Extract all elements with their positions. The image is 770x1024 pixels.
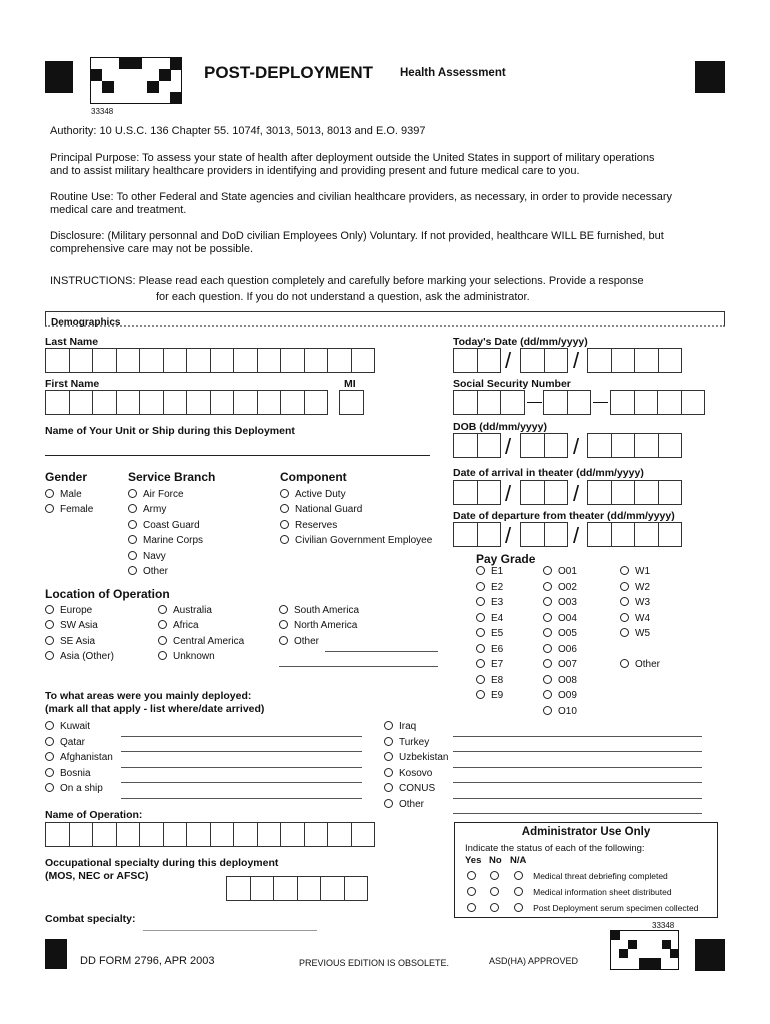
arrival-month-input[interactable]: [520, 480, 568, 505]
pay-grade-other[interactable]: Other: [620, 659, 660, 671]
admin-instruction: Indicate the status of each of the following:: [465, 843, 645, 854]
departure-year-input[interactable]: [587, 522, 682, 547]
checkbox-circle-icon: [384, 737, 393, 746]
deployed-ship-input[interactable]: [121, 798, 362, 799]
pay-grade-e9[interactable]: E9: [476, 690, 503, 702]
pay-grade-title: Pay Grade: [476, 552, 536, 566]
registration-mark-bottom-left: [45, 939, 67, 969]
radio-button-icon: [128, 551, 137, 560]
pay-grade-o01[interactable]: O01: [543, 566, 577, 578]
gender-option-male[interactable]: Male: [45, 489, 82, 501]
radio-button-icon: [620, 613, 629, 622]
pay-grade-e5[interactable]: E5: [476, 628, 503, 640]
ssn-dash: [593, 402, 608, 403]
registration-mark-bottom-right: [695, 939, 725, 971]
operation-name-label: Name of Operation:: [45, 809, 143, 821]
location-other-input-line2[interactable]: [279, 666, 438, 667]
ssn-part1-input[interactable]: [453, 390, 525, 415]
ssn-part3-input[interactable]: [610, 390, 705, 415]
radio-button-icon: [45, 620, 54, 629]
deployed-option-afghanistan[interactable]: Afghanistan: [45, 752, 113, 764]
location-option-unknown[interactable]: Unknown: [158, 651, 215, 663]
departure-month-input[interactable]: [520, 522, 568, 547]
radio-button-icon: [279, 620, 288, 629]
deployed-kuwait-input[interactable]: [121, 736, 362, 737]
pay-grade-w4[interactable]: W4: [620, 613, 650, 625]
deployed-kosovo-input[interactable]: [453, 782, 702, 783]
pay-grade-o10[interactable]: O10: [543, 706, 577, 718]
component-option-civilian[interactable]: Civilian Government Employee: [280, 535, 432, 547]
operation-name-input[interactable]: [45, 822, 375, 846]
first-name-input[interactable]: [45, 390, 328, 415]
radio-button-icon: [280, 504, 289, 513]
admin-yes-radio[interactable]: [467, 903, 476, 912]
branch-option-coast-guard[interactable]: Coast Guard: [128, 520, 200, 532]
admin-no-radio[interactable]: [490, 871, 499, 880]
obsolete-notice: PREVIOUS EDITION IS OBSOLETE.: [299, 958, 450, 968]
location-option-africa[interactable]: Africa: [158, 620, 199, 632]
branch-option-other[interactable]: Other: [128, 566, 168, 578]
mi-label: MI: [344, 378, 356, 390]
service-branch-title: Service Branch: [128, 470, 216, 484]
dob-year-input[interactable]: [587, 433, 682, 458]
radio-button-icon: [279, 605, 288, 614]
first-name-label: First Name: [45, 378, 100, 390]
radio-button-icon: [476, 582, 485, 591]
combat-specialty-label: Combat specialty:: [45, 913, 136, 925]
deployed-option-qatar[interactable]: Qatar: [45, 737, 85, 749]
branch-option-army[interactable]: Army: [128, 504, 166, 516]
admin-row-serum-specimen: Post Deployment serum specimen collected: [467, 903, 698, 913]
checkbox-circle-icon: [45, 768, 54, 777]
branch-option-marine-corps[interactable]: Marine Corps: [128, 535, 203, 547]
radio-button-icon: [128, 535, 137, 544]
radio-button-icon: [158, 636, 167, 645]
deployed-other-input[interactable]: [453, 813, 702, 814]
radio-button-icon: [620, 582, 629, 591]
page-subtitle: Health Assessment: [400, 67, 506, 79]
deployed-option-uzbekistan[interactable]: Uzbekistan: [384, 752, 448, 764]
todays-date-year-input[interactable]: [587, 348, 682, 373]
pay-grade-o06[interactable]: O06: [543, 644, 577, 656]
deployed-conus-input[interactable]: [453, 798, 702, 799]
pay-grade-e2[interactable]: E2: [476, 582, 503, 594]
gender-title: Gender: [45, 470, 88, 484]
pay-grade-e6[interactable]: E6: [476, 644, 503, 656]
radio-button-icon: [128, 489, 137, 498]
checkbox-circle-icon: [384, 783, 393, 792]
radio-button-icon: [45, 489, 54, 498]
component-option-reserves[interactable]: Reserves: [280, 520, 337, 532]
deployed-iraq-input[interactable]: [453, 736, 702, 737]
checkbox-circle-icon: [45, 783, 54, 792]
checkbox-circle-icon: [45, 737, 54, 746]
last-name-label: Last Name: [45, 336, 99, 348]
form-barcode-bottom: [610, 930, 679, 970]
deployed-option-conus[interactable]: CONUS: [384, 783, 435, 795]
routine-use-line1: Routine Use: To other Federal and State agencies and civilian healthcare providers, as necessary, in order to provide necessary: [50, 191, 673, 203]
component-option-national-guard[interactable]: National Guard: [280, 504, 362, 516]
branch-option-navy[interactable]: Navy: [128, 551, 166, 563]
admin-yes-radio[interactable]: [467, 887, 476, 896]
radio-button-icon: [476, 566, 485, 575]
radio-button-icon: [620, 628, 629, 637]
administrator-use-box: [454, 822, 718, 918]
departure-day-input[interactable]: [453, 522, 501, 547]
admin-column-no: No: [489, 855, 502, 866]
pay-grade-o09[interactable]: O09: [543, 690, 577, 702]
radio-button-icon: [543, 659, 552, 668]
radio-button-icon: [476, 613, 485, 622]
radio-button-icon: [158, 651, 167, 660]
radio-button-icon: [620, 566, 629, 575]
radio-button-icon: [280, 520, 289, 529]
admin-na-radio[interactable]: [514, 871, 523, 880]
principal-purpose-line2: and to assist military healthcare providers in identifying and providing present and future medical care to you.: [50, 165, 580, 177]
radio-button-icon: [476, 690, 485, 699]
admin-title: Administrator Use Only: [521, 826, 651, 838]
checkbox-circle-icon: [384, 752, 393, 761]
pay-grade-o04[interactable]: O04: [543, 613, 577, 625]
location-option-other[interactable]: Other: [279, 636, 319, 648]
page-title: POST-DEPLOYMENT: [204, 63, 374, 82]
unit-input[interactable]: [45, 455, 430, 456]
deployed-option-bosnia[interactable]: Bosnia: [45, 768, 91, 780]
todays-date-day-input[interactable]: [453, 348, 501, 373]
form-barcode-top: [90, 57, 182, 104]
date-separator: /: [573, 348, 580, 373]
pay-grade-w2[interactable]: W2: [620, 582, 650, 594]
pay-grade-o07[interactable]: O07: [543, 659, 577, 671]
dob-label: DOB (dd/mm/yyyy): [453, 421, 547, 433]
instructions-line2: for each question. If you do not understand a question, ask the administrator.: [156, 291, 530, 303]
admin-na-radio[interactable]: [514, 903, 523, 912]
radio-button-icon: [158, 605, 167, 614]
registration-mark-top-right: [695, 61, 725, 93]
admin-column-na: N/A: [510, 855, 527, 866]
deployed-bosnia-input[interactable]: [121, 782, 362, 783]
radio-button-icon: [476, 675, 485, 684]
admin-no-radio[interactable]: [490, 903, 499, 912]
todays-date-label: Today's Date (dd/mm/yyyy): [453, 336, 588, 348]
occupation-sublabel: (MOS, NEC or AFSC): [45, 870, 149, 882]
demographics-section-header: [45, 311, 725, 327]
radio-button-icon: [476, 644, 485, 653]
radio-button-icon: [128, 504, 137, 513]
component-title: Component: [280, 470, 347, 484]
radio-button-icon: [280, 489, 289, 498]
date-separator: /: [573, 481, 580, 506]
dob-month-input[interactable]: [520, 433, 568, 458]
disclosure-line2: comprehensive care may not be possible.: [50, 243, 253, 255]
deployed-subtitle: (mark all that apply - list where/date arrived): [45, 703, 265, 715]
radio-button-icon: [158, 620, 167, 629]
location-other-input[interactable]: [325, 651, 438, 652]
departure-date-label: Date of departure from theater (dd/mm/yyyy): [453, 510, 675, 522]
ssn-label: Social Security Number: [453, 378, 571, 390]
deployed-turkey-input[interactable]: [453, 751, 702, 752]
date-separator: /: [505, 523, 512, 548]
pay-grade-o02[interactable]: O02: [543, 582, 577, 594]
ssn-dash: [527, 402, 542, 403]
radio-button-icon: [543, 597, 552, 606]
deployed-option-kuwait[interactable]: Kuwait: [45, 721, 90, 733]
pay-grade-e8[interactable]: E8: [476, 675, 503, 687]
location-title: Location of Operation: [45, 587, 170, 601]
pay-grade-w3[interactable]: W3: [620, 597, 650, 609]
authority-text: Authority: 10 U.S.C. 136 Chapter 55. 1074f, 3013, 5013, 8013 and E.O. 9397: [50, 125, 426, 137]
form-code-top: 33348: [91, 107, 114, 116]
date-separator: /: [573, 434, 580, 459]
deployed-option-iraq[interactable]: Iraq: [384, 721, 416, 733]
combat-specialty-input[interactable]: [143, 930, 317, 931]
deployed-afghanistan-input[interactable]: [121, 767, 362, 768]
pay-grade-e4[interactable]: E4: [476, 613, 503, 625]
middle-initial-input[interactable]: [339, 390, 364, 415]
location-option-sw-asia[interactable]: SW Asia: [45, 620, 98, 632]
occupation-label: Occupational specialty during this deployment: [45, 857, 279, 869]
deployed-option-on-a-ship[interactable]: On a ship: [45, 783, 103, 795]
ssn-part2-input[interactable]: [543, 390, 591, 415]
location-option-se-asia[interactable]: SE Asia: [45, 636, 95, 648]
radio-button-icon: [543, 613, 552, 622]
deployed-option-other[interactable]: Other: [384, 799, 424, 811]
pay-grade-e1[interactable]: E1: [476, 566, 503, 578]
instructions-line1: INSTRUCTIONS: Please read each question completely and carefully before marking your selections. Provide a response: [50, 275, 644, 287]
principal-purpose-line1: Principal Purpose: To assess your state of health after deployment outside the United States in support of military operations: [50, 152, 655, 164]
date-separator: /: [573, 523, 580, 548]
location-option-australia[interactable]: Australia: [158, 605, 212, 617]
radio-button-icon: [476, 659, 485, 668]
pay-grade-o08[interactable]: O08: [543, 675, 577, 687]
arrival-year-input[interactable]: [587, 480, 682, 505]
radio-button-icon: [45, 651, 54, 660]
location-option-north-america[interactable]: North America: [279, 620, 357, 632]
radio-button-icon: [280, 535, 289, 544]
form-code-bottom: 33348: [652, 921, 675, 930]
radio-button-icon: [543, 582, 552, 591]
dob-day-input[interactable]: [453, 433, 501, 458]
radio-button-icon: [45, 636, 54, 645]
location-option-asia-other[interactable]: Asia (Other): [45, 651, 114, 663]
deployed-option-kosovo[interactable]: Kosovo: [384, 768, 432, 780]
approval-notice: ASD(HA) APPROVED: [489, 956, 579, 966]
radio-button-icon: [620, 597, 629, 606]
date-separator: /: [505, 348, 512, 373]
checkbox-circle-icon: [384, 721, 393, 730]
pay-grade-e3[interactable]: E3: [476, 597, 503, 609]
pay-grade-w5[interactable]: W5: [620, 628, 650, 640]
unit-label: Name of Your Unit or Ship during this Deployment: [45, 425, 295, 437]
location-option-europe[interactable]: Europe: [45, 605, 92, 617]
radio-button-icon: [543, 644, 552, 653]
deployed-uzbekistan-input[interactable]: [453, 767, 702, 768]
radio-button-icon: [279, 636, 288, 645]
checkbox-circle-icon: [384, 768, 393, 777]
admin-column-yes: Yes: [465, 855, 482, 866]
radio-button-icon: [543, 675, 552, 684]
admin-yes-radio[interactable]: [467, 871, 476, 880]
disclosure-line1: Disclosure: (Military personnal and DoD civilian Employees Only) Voluntary. If not provided, healthcare WILL BE furnished, but: [50, 230, 664, 242]
location-option-south-america[interactable]: South America: [279, 605, 359, 617]
registration-mark-top-left: [45, 61, 73, 93]
admin-na-radio[interactable]: [514, 887, 523, 896]
radio-button-icon: [128, 520, 137, 529]
date-separator: /: [505, 481, 512, 506]
pay-grade-o03[interactable]: O03: [543, 597, 577, 609]
routine-use-line2: medical care and treatment.: [50, 204, 187, 216]
occupation-specialty-input[interactable]: [226, 876, 368, 900]
admin-row-threat-debrief: Medical threat debriefing completed: [467, 871, 668, 881]
radio-button-icon: [476, 628, 485, 637]
checkbox-circle-icon: [45, 721, 54, 730]
deployed-title: To what areas were you mainly deployed:: [45, 690, 252, 702]
arrival-day-input[interactable]: [453, 480, 501, 505]
admin-row-info-sheet: Medical information sheet distributed: [467, 887, 672, 897]
radio-button-icon: [543, 706, 552, 715]
location-option-central-america[interactable]: Central America: [158, 636, 244, 648]
radio-button-icon: [543, 690, 552, 699]
demographics-title: Demographics: [51, 317, 121, 328]
date-separator: /: [505, 434, 512, 459]
radio-button-icon: [620, 659, 629, 668]
radio-button-icon: [45, 605, 54, 614]
todays-date-month-input[interactable]: [520, 348, 568, 373]
form-number: DD FORM 2796, APR 2003: [80, 955, 215, 967]
radio-button-icon: [45, 504, 54, 513]
radio-button-icon: [543, 628, 552, 637]
last-name-input[interactable]: [45, 348, 375, 373]
radio-button-icon: [128, 566, 137, 575]
branch-option-air-force[interactable]: Air Force: [128, 489, 184, 501]
checkbox-circle-icon: [384, 799, 393, 808]
pay-grade-o05[interactable]: O05: [543, 628, 577, 640]
gender-option-female[interactable]: Female: [45, 504, 93, 516]
component-option-active-duty[interactable]: Active Duty: [280, 489, 346, 501]
deployed-option-turkey[interactable]: Turkey: [384, 737, 429, 749]
checkbox-circle-icon: [45, 752, 54, 761]
admin-no-radio[interactable]: [490, 887, 499, 896]
pay-grade-e7[interactable]: E7: [476, 659, 503, 671]
arrival-date-label: Date of arrival in theater (dd/mm/yyyy): [453, 467, 644, 479]
pay-grade-w1[interactable]: W1: [620, 566, 650, 578]
radio-button-icon: [543, 566, 552, 575]
radio-button-icon: [476, 597, 485, 606]
deployed-qatar-input[interactable]: [121, 751, 362, 752]
